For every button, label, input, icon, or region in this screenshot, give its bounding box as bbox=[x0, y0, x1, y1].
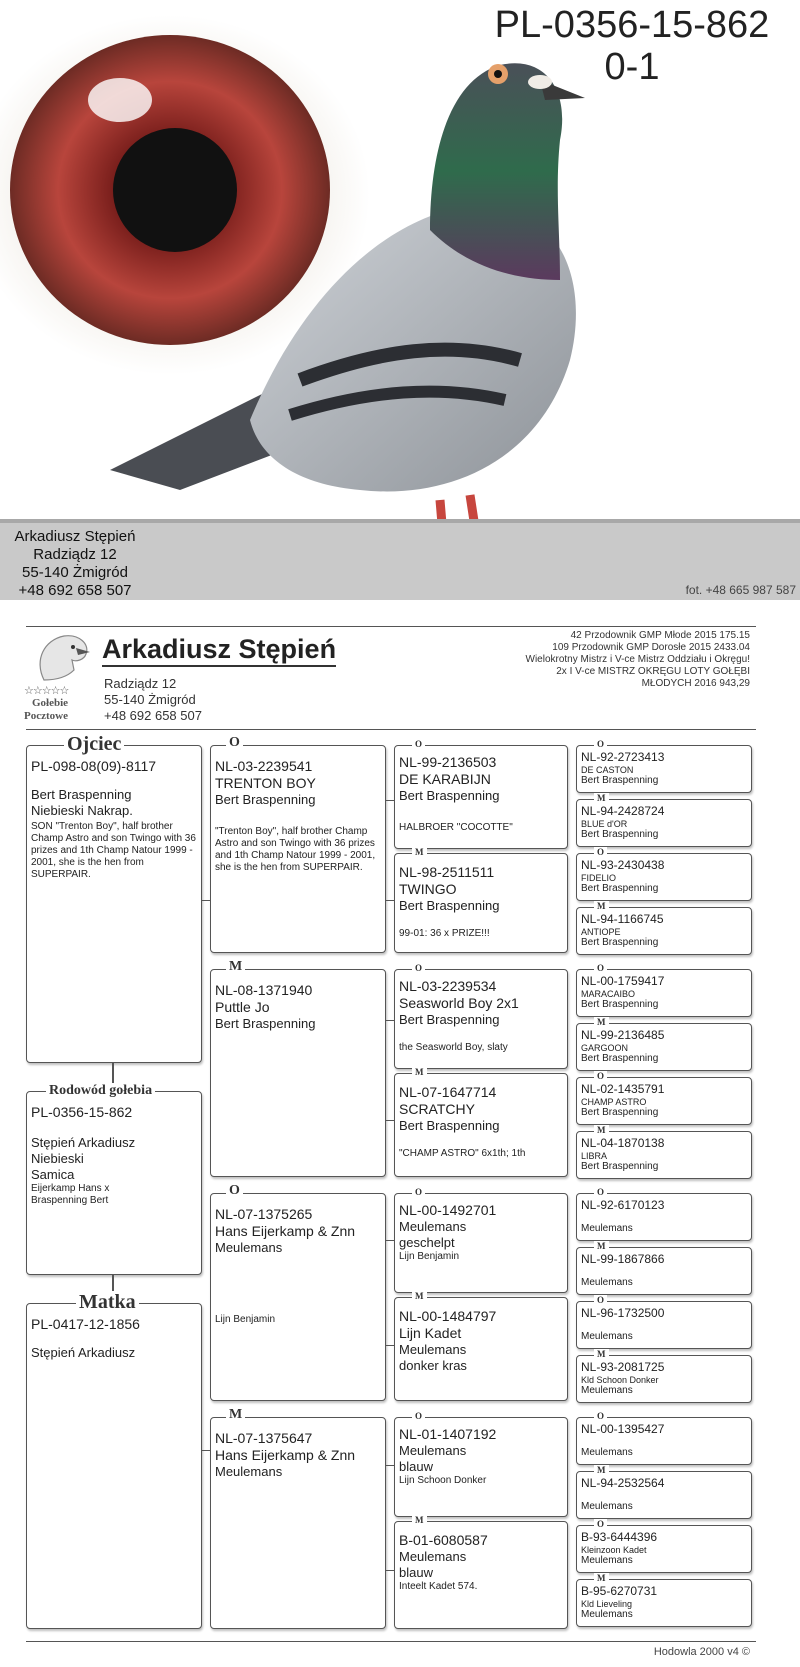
gen4-tag: O bbox=[594, 1519, 607, 1529]
gen2-card-1[interactable] bbox=[210, 745, 386, 953]
gen2-breeder: Meulemans bbox=[215, 1464, 283, 1479]
gen4-ring: NL-93-2430438 bbox=[581, 858, 665, 872]
gen3-ring: NL-07-1647714 bbox=[399, 1084, 497, 1100]
logo bbox=[24, 630, 100, 730]
gen2-note: Lijn Benjamin bbox=[215, 1314, 276, 1325]
achievement-line: MŁODYCH 2016 943,29 bbox=[641, 678, 750, 689]
gen4-card[interactable] bbox=[576, 907, 752, 955]
ring-subtitle: 0-1 bbox=[604, 46, 660, 88]
owner-phone: +48 692 658 507 bbox=[18, 582, 132, 599]
gen3-ring: NL-01-1407192 bbox=[399, 1426, 497, 1442]
mother-card[interactable] bbox=[26, 1303, 202, 1629]
achievement-line: 109 Przodownik GMP Dorosłe 2015 2433.04 bbox=[552, 642, 750, 653]
gen3-tag: M bbox=[412, 1067, 427, 1077]
gen4-card[interactable] bbox=[576, 1355, 752, 1403]
gen4-name bbox=[581, 1491, 747, 1501]
gen4-tag: O bbox=[594, 963, 607, 973]
gen4-name: FIDELIO bbox=[581, 873, 617, 883]
gen2-breeder: Meulemans bbox=[215, 1240, 283, 1255]
eye-pupil bbox=[113, 128, 237, 252]
gen3-breeder: Meulemans bbox=[399, 1549, 467, 1564]
gen3-name: SCRATCHY bbox=[399, 1101, 475, 1117]
footer-rule bbox=[26, 1641, 756, 1642]
subject-sex: Samica bbox=[31, 1167, 75, 1182]
gen3-card-4[interactable] bbox=[394, 1073, 568, 1177]
gen3-breeder: Bert Braspenning bbox=[399, 788, 500, 803]
ring-number-title: PL-0356-15-862 bbox=[494, 4, 770, 46]
achievement-line: 2x I V-ce MISTRZ OKRĘGU LOTY GOŁĘBI bbox=[556, 666, 750, 677]
gen4-name: Kld Lieveling bbox=[581, 1599, 633, 1609]
gen4-card[interactable] bbox=[576, 1525, 752, 1573]
gen3-color: blauw bbox=[399, 1565, 433, 1580]
gen2-breeder: Bert Braspenning bbox=[215, 1016, 316, 1031]
mother-tag: Matka bbox=[76, 1291, 139, 1314]
gen3-note: Inteelt Kadet 574. bbox=[399, 1581, 478, 1592]
achievements bbox=[410, 630, 750, 690]
gen3-note: Lijn Schoon Donker bbox=[399, 1475, 487, 1486]
father-note: SON "Trenton Boy", half brother Champ Astro and son Twingo with 36 prizes and 1th Champ Natour 1999 - 2001, she is the hen from SUPERPAIR. bbox=[31, 821, 196, 880]
father-tag: Ojciec bbox=[64, 733, 124, 756]
gen2-card-3[interactable] bbox=[210, 1193, 386, 1401]
gen4-breeder: Meulemans bbox=[581, 1555, 633, 1566]
gen3-ring: NL-03-2239534 bbox=[399, 978, 497, 994]
owner-street: Radziądz 12 bbox=[33, 546, 117, 563]
photo-credit: fot. +48 665 987 587 bbox=[685, 583, 796, 597]
gen4-ring: NL-96-1732500 bbox=[581, 1306, 665, 1320]
gen3-ring: NL-00-1492701 bbox=[399, 1202, 497, 1218]
gen4-tag: M bbox=[594, 1017, 609, 1027]
owner-city: 55-140 Żmigród bbox=[22, 564, 128, 581]
father-card[interactable] bbox=[26, 745, 202, 1063]
gen4-name bbox=[581, 1437, 747, 1447]
gen4-ring: NL-94-2532564 bbox=[581, 1476, 665, 1490]
gen4-breeder: Meulemans bbox=[581, 1501, 633, 1512]
subject-ring: PL-0356-15-862 bbox=[31, 1104, 133, 1120]
gen4-name: LIBRA bbox=[581, 1151, 608, 1161]
gen2-ring: NL-08-1371940 bbox=[215, 982, 313, 998]
gen4-ring: NL-94-2428724 bbox=[581, 804, 665, 818]
connector bbox=[386, 1120, 394, 1121]
mother-ring: PL-0417-12-1856 bbox=[31, 1316, 140, 1332]
logo-line2: Pocztowe bbox=[24, 710, 68, 722]
eagle-logo-icon bbox=[24, 630, 100, 686]
gen3-note: "CHAMP ASTRO" 6x1th; 1th bbox=[399, 1148, 526, 1159]
gen4-breeder: Meulemans bbox=[581, 1277, 633, 1288]
gen4-ring: NL-00-1759417 bbox=[581, 974, 665, 988]
gen4-breeder: Bert Braspenning bbox=[581, 999, 659, 1010]
gen4-ring: NL-02-1435791 bbox=[581, 1082, 665, 1096]
gen3-breeder: Meulemans bbox=[399, 1219, 467, 1234]
gen3-color: blauw bbox=[399, 1459, 433, 1474]
gen3-tag: O bbox=[412, 1411, 425, 1421]
breeder-city: 55-140 Żmigród bbox=[104, 692, 196, 707]
gen3-tag: M bbox=[412, 1291, 427, 1301]
gen4-ring: B-95-6270731 bbox=[581, 1584, 658, 1598]
subject-card[interactable] bbox=[26, 1091, 202, 1275]
gen4-ring: NL-04-1870138 bbox=[581, 1136, 665, 1150]
gen2-card-4[interactable] bbox=[210, 1417, 386, 1629]
gen2-name: TRENTON BOY bbox=[215, 775, 316, 791]
subject-owner: Stępień Arkadiusz bbox=[31, 1135, 136, 1150]
gen4-tag: O bbox=[594, 739, 607, 749]
gen3-breeder: Bert Braspenning bbox=[399, 898, 500, 913]
gen3-name: TWINGO bbox=[399, 881, 457, 897]
gen4-breeder: Bert Braspenning bbox=[581, 937, 659, 948]
gen3-ring: B-01-6080587 bbox=[399, 1532, 488, 1548]
gen4-card[interactable] bbox=[576, 1023, 752, 1071]
breeder-name: Arkadiusz Stępień bbox=[102, 633, 336, 667]
connector bbox=[202, 1450, 210, 1451]
father-ring: PL-098-08(09)-8117 bbox=[31, 758, 157, 774]
gen3-card-6[interactable] bbox=[394, 1297, 568, 1401]
eye-highlight bbox=[88, 78, 152, 122]
gen4-card[interactable] bbox=[576, 969, 752, 1017]
gen4-name: Kld Schoon Donker bbox=[581, 1375, 659, 1385]
gen4-breeder: Meulemans bbox=[581, 1385, 633, 1396]
gen4-card[interactable] bbox=[576, 1417, 752, 1465]
gen2-breeder: Bert Braspenning bbox=[215, 792, 316, 807]
owner-name: Arkadiusz Stępień bbox=[14, 528, 136, 545]
gen4-name bbox=[581, 1213, 747, 1223]
gen4-breeder: Bert Braspenning bbox=[581, 775, 659, 786]
gen3-note: HALBROER "COCOTTE" bbox=[399, 822, 513, 833]
gen4-tag: M bbox=[594, 901, 609, 911]
gen2-note: "Trenton Boy", half brother Champ Astro and son Twingo with 36 prizes and 1th Champ Natour 1999 - 2001, she is the hen from SUPERPAIR. bbox=[215, 826, 376, 873]
achievement-line: Wielokrotny Mistrz i V-ce Mistrz Oddziału i Okręgu! bbox=[525, 654, 750, 665]
gen4-breeder: Meulemans bbox=[581, 1447, 633, 1458]
gen4-card[interactable] bbox=[576, 745, 752, 793]
connector bbox=[386, 1020, 394, 1021]
connector bbox=[386, 900, 394, 901]
father-breeder: Bert Braspenning bbox=[31, 787, 132, 802]
gen4-tag: M bbox=[594, 1125, 609, 1135]
gen4-name: ANTIOPE bbox=[581, 927, 621, 937]
gen4-breeder: Bert Braspenning bbox=[581, 883, 659, 894]
gen3-tag: O bbox=[412, 1187, 425, 1197]
gen3-tag: M bbox=[412, 1515, 427, 1525]
gen3-breeder: Meulemans bbox=[399, 1342, 467, 1357]
gen3-card-3[interactable] bbox=[394, 969, 568, 1069]
breeder-phone: +48 692 658 507 bbox=[104, 708, 202, 723]
gen3-card-2[interactable] bbox=[394, 853, 568, 953]
gen4-card[interactable] bbox=[576, 1131, 752, 1179]
gen4-name bbox=[581, 1267, 747, 1277]
gen4-name: GARGOON bbox=[581, 1043, 629, 1053]
gen3-ring: NL-00-1484797 bbox=[399, 1308, 497, 1324]
gen3-tag: M bbox=[412, 847, 427, 857]
gen2-name: Puttle Jo bbox=[215, 999, 270, 1015]
connector bbox=[202, 900, 210, 901]
gen4-tag: O bbox=[594, 1411, 607, 1421]
gen4-card[interactable] bbox=[576, 1301, 752, 1349]
connector bbox=[386, 1465, 394, 1466]
gen3-card-5[interactable] bbox=[394, 1193, 568, 1293]
gen3-ring: NL-98-2511511 bbox=[399, 864, 495, 880]
subject-cross: Eijerkamp Hans x Braspenning Bert bbox=[31, 1183, 110, 1206]
gen4-tag: M bbox=[594, 793, 609, 803]
gen2-tag: M bbox=[226, 959, 245, 975]
gen3-note: the Seasworld Boy, slaty bbox=[399, 1042, 508, 1053]
software-credit: Hodowla 2000 v4 © bbox=[653, 1646, 750, 1658]
connector bbox=[386, 1345, 394, 1346]
gen4-ring: B-93-6444396 bbox=[581, 1530, 658, 1544]
gen4-name: Kleinzoon Kadet bbox=[581, 1545, 647, 1555]
gen4-card[interactable] bbox=[576, 853, 752, 901]
gen4-ring: NL-93-2081725 bbox=[581, 1360, 665, 1374]
gen3-card-8[interactable] bbox=[394, 1521, 568, 1629]
gen4-name: MARACAIBO bbox=[581, 989, 636, 999]
subject-color: Niebieski bbox=[31, 1151, 84, 1166]
gen2-ring: NL-07-1375265 bbox=[215, 1206, 313, 1222]
gen4-breeder: Meulemans bbox=[581, 1331, 633, 1342]
gen4-breeder: Meulemans bbox=[581, 1223, 633, 1234]
gen3-breeder: Bert Braspenning bbox=[399, 1118, 500, 1133]
gen2-card-2[interactable] bbox=[210, 969, 386, 1177]
gen4-breeder: Bert Braspenning bbox=[581, 829, 659, 840]
gen4-breeder: Bert Braspenning bbox=[581, 1053, 659, 1064]
gen2-name: Hans Eijerkamp & Znn bbox=[215, 1447, 356, 1463]
gen3-note: Lijn Benjamin bbox=[399, 1251, 460, 1262]
mother-owner: Stępień Arkadiusz bbox=[31, 1345, 136, 1360]
connector bbox=[386, 800, 394, 801]
gen4-breeder: Meulemans bbox=[581, 1609, 633, 1620]
gen3-tag: O bbox=[412, 963, 425, 973]
gen4-card[interactable] bbox=[576, 1247, 752, 1295]
gen2-ring: NL-03-2239541 bbox=[215, 758, 313, 774]
gen2-name: Hans Eijerkamp & Znn bbox=[215, 1223, 356, 1239]
gen4-tag: M bbox=[594, 1349, 609, 1359]
gen4-tag: M bbox=[594, 1465, 609, 1475]
gen4-tag: M bbox=[594, 1241, 609, 1251]
gen2-tag: O bbox=[226, 735, 243, 751]
gen4-name: CHAMP ASTRO bbox=[581, 1097, 647, 1107]
header-top-rule bbox=[26, 626, 756, 627]
gen4-name: BLUE d'OR bbox=[581, 819, 628, 829]
gen3-color: donker kras bbox=[399, 1358, 467, 1373]
gen4-tag: O bbox=[594, 1071, 607, 1081]
breeder-street: Radziądz 12 bbox=[104, 676, 177, 691]
gen4-ring: NL-99-1867866 bbox=[581, 1252, 665, 1266]
gen4-ring: NL-92-2723413 bbox=[581, 750, 665, 764]
subject-tag: Rodowód gołebia bbox=[46, 1083, 155, 1099]
gen4-tag: M bbox=[594, 1573, 609, 1583]
achievement-line: 42 Przodownik GMP Młode 2015 175.15 bbox=[570, 630, 750, 641]
photo-section bbox=[0, 0, 800, 600]
gen3-color: geschelpt bbox=[399, 1235, 455, 1250]
gen4-ring: NL-94-1166745 bbox=[581, 912, 664, 926]
gen2-tag: M bbox=[226, 1407, 245, 1423]
father-color: Niebieski Nakrap. bbox=[31, 803, 133, 818]
gen3-name: DE KARABIJN bbox=[399, 771, 491, 787]
gen3-card-7[interactable] bbox=[394, 1417, 568, 1517]
gen4-card[interactable] bbox=[576, 1471, 752, 1519]
gen2-tag: O bbox=[226, 1183, 243, 1199]
pigeon-photo bbox=[0, 0, 800, 600]
connector bbox=[386, 1570, 394, 1571]
gen3-tag: O bbox=[412, 739, 425, 749]
gen3-ring: NL-99-2136503 bbox=[399, 754, 497, 770]
header-bottom-rule bbox=[26, 729, 756, 730]
gen3-breeder: Meulemans bbox=[399, 1443, 467, 1458]
gen3-note: 99-01: 36 x PRIZE!!! bbox=[399, 928, 490, 939]
gen4-name: DE CASTON bbox=[581, 765, 634, 775]
gen3-name: Seasworld Boy 2x1 bbox=[399, 995, 519, 1011]
gen4-card[interactable] bbox=[576, 799, 752, 847]
photo-owner bbox=[0, 528, 150, 600]
gen4-card[interactable] bbox=[576, 1193, 752, 1241]
logo-line1: Gołebie bbox=[32, 697, 69, 709]
gen3-name: Lijn Kadet bbox=[399, 1325, 462, 1341]
gen4-ring: NL-92-6170123 bbox=[581, 1198, 665, 1212]
gen4-tag: O bbox=[594, 847, 607, 857]
gen4-name bbox=[581, 1321, 747, 1331]
gen4-ring: NL-00-1395427 bbox=[581, 1422, 665, 1436]
gen4-tag: O bbox=[594, 1187, 607, 1197]
logo-stars: ☆☆☆☆☆ bbox=[24, 685, 69, 697]
gen2-ring: NL-07-1375647 bbox=[215, 1430, 313, 1446]
gen4-card[interactable] bbox=[576, 1077, 752, 1125]
gen4-tag: O bbox=[594, 1295, 607, 1305]
gen3-breeder: Bert Braspenning bbox=[399, 1012, 500, 1027]
gen3-card-1[interactable] bbox=[394, 745, 568, 849]
connector bbox=[386, 1240, 394, 1241]
gen4-ring: NL-99-2136485 bbox=[581, 1028, 665, 1042]
gen4-breeder: Bert Braspenning bbox=[581, 1161, 659, 1172]
gen4-card[interactable] bbox=[576, 1579, 752, 1627]
gen4-breeder: Bert Braspenning bbox=[581, 1107, 659, 1118]
